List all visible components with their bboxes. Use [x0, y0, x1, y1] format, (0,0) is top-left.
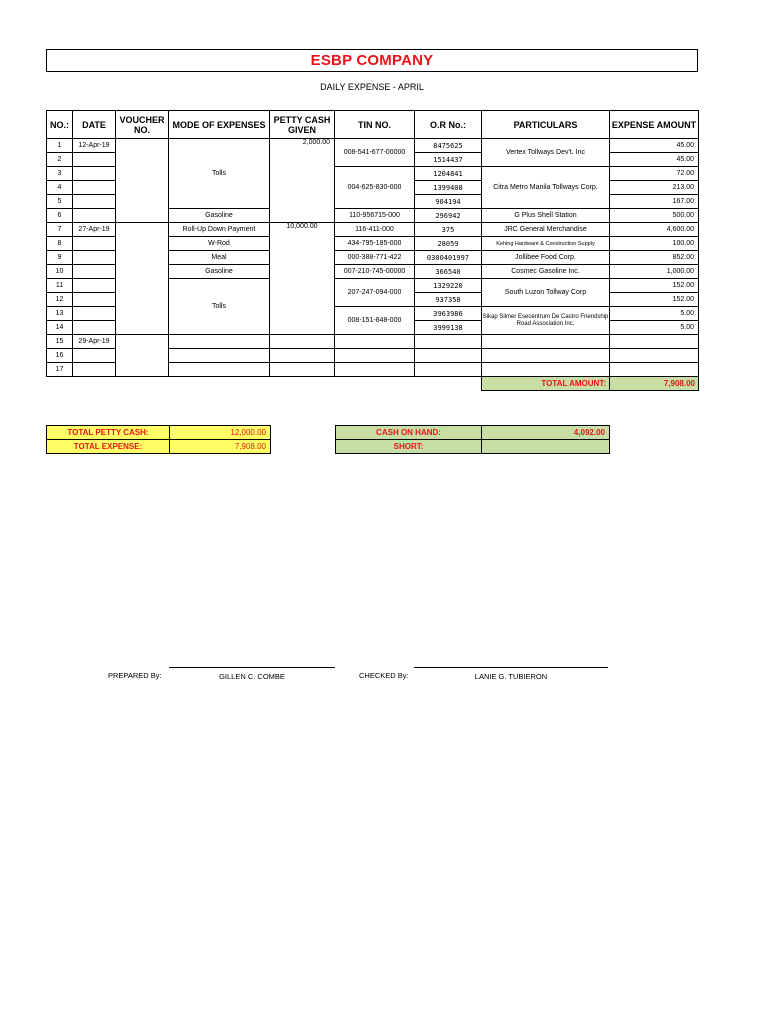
- row-no: 7: [47, 223, 73, 237]
- tin-cell: 116-411-000: [335, 223, 415, 237]
- total-row: [47, 377, 699, 391]
- petty-cell: 10,000.00: [270, 223, 335, 335]
- checked-by-label: CHECKED By:: [359, 671, 409, 680]
- or-cell: 3963986: [415, 307, 482, 321]
- title-box: [46, 49, 698, 72]
- or-cell: 8475625: [415, 139, 482, 153]
- petty-cell: [270, 349, 335, 363]
- total-amount-value: 7,908.00: [610, 377, 699, 391]
- row-no: 2: [47, 153, 73, 167]
- row-no: 4: [47, 181, 73, 195]
- mode-cell: Gasoline: [169, 265, 270, 279]
- particulars-cell: [482, 363, 610, 377]
- amount-cell: 167.00: [610, 195, 699, 209]
- tin-cell: 434-795-185-000: [335, 237, 415, 251]
- total-expense-value: 7,908.00: [170, 440, 271, 454]
- mode-cell: Tolls: [169, 139, 270, 209]
- cash-summary: [335, 425, 610, 454]
- row-date: [73, 363, 116, 377]
- row-no: 13: [47, 307, 73, 321]
- or-cell: 0300401997: [415, 251, 482, 265]
- row-no: 14: [47, 321, 73, 335]
- mode-cell: W-Rod: [169, 237, 270, 251]
- particulars-cell: Vertex Tollways Dev't. Inc: [482, 139, 610, 167]
- col-or: O.R No.:: [415, 111, 482, 139]
- or-cell: 3999138: [415, 321, 482, 335]
- tin-cell: 207-247-094-000: [335, 279, 415, 307]
- report-subtitle: DAILY EXPENSE - APRIL: [320, 82, 424, 92]
- row-date: [73, 209, 116, 223]
- tin-cell: 004-625-830-000: [335, 167, 415, 209]
- or-cell: 1514437: [415, 153, 482, 167]
- tin-cell: 007-210-745-00000: [335, 265, 415, 279]
- mode-cell: Tolls: [169, 279, 270, 335]
- col-date: DATE: [73, 111, 116, 139]
- row-no: 6: [47, 209, 73, 223]
- tin-cell: [335, 335, 415, 349]
- amount-cell: 100.00: [610, 237, 699, 251]
- particulars-cell: [482, 349, 610, 363]
- particulars-cell: [482, 335, 610, 349]
- or-cell: [415, 349, 482, 363]
- row-no: 16: [47, 349, 73, 363]
- amount-cell: 500.00: [610, 209, 699, 223]
- row-date: [73, 167, 116, 181]
- petty-cell: [270, 335, 335, 349]
- tin-cell: [335, 349, 415, 363]
- or-cell: 296942: [415, 209, 482, 223]
- voucher-cell: [116, 335, 169, 377]
- amount-cell: 5.00: [610, 307, 699, 321]
- or-cell: 366540: [415, 265, 482, 279]
- row-date: [73, 321, 116, 335]
- row-date: [73, 279, 116, 293]
- col-voucher: VOUCHER NO.: [116, 111, 169, 139]
- row-date: [73, 293, 116, 307]
- amount-cell: [610, 363, 699, 377]
- amount-cell: [610, 349, 699, 363]
- total-expense-label: TOTAL EXPENSE:: [47, 440, 170, 454]
- row-date: 29-Apr-19: [73, 335, 116, 349]
- row-no: 1: [47, 139, 73, 153]
- particulars-cell: Cosmec Gasoline Inc.: [482, 265, 610, 279]
- particulars-cell: JRC General Merchandise: [482, 223, 610, 237]
- row-date: [73, 181, 116, 195]
- row-no: 11: [47, 279, 73, 293]
- amount-cell: 4,600.00: [610, 223, 699, 237]
- prepared-by-line: [169, 667, 335, 668]
- col-no: NO.:: [47, 111, 73, 139]
- amount-cell: 5.00: [610, 321, 699, 335]
- particulars-cell: Sikap Silmer Esecentrum De Castro Friendship Road Association Inc.: [482, 307, 610, 335]
- cash-on-hand-label: CASH ON HAND:: [336, 426, 482, 440]
- cash-on-hand-value: 4,092.00: [482, 426, 610, 440]
- tin-cell: 110-956715-000: [335, 209, 415, 223]
- expense-table: [46, 110, 699, 391]
- row-no: 8: [47, 237, 73, 251]
- amount-cell: 213.00: [610, 181, 699, 195]
- short-label: SHORT:: [336, 440, 482, 454]
- row-no: 3: [47, 167, 73, 181]
- voucher-cell: [116, 223, 169, 335]
- amount-cell: 152.00: [610, 293, 699, 307]
- amount-cell: 72.00: [610, 167, 699, 181]
- or-cell: 1399408: [415, 181, 482, 195]
- row-no: 9: [47, 251, 73, 265]
- amount-cell: 1,000.00: [610, 265, 699, 279]
- table-row: [47, 223, 699, 237]
- mode-cell: Gasoline: [169, 209, 270, 223]
- row-no: 17: [47, 363, 73, 377]
- particulars-cell: Citra Metro Manila Tollways Corp.: [482, 167, 610, 209]
- col-particulars: PARTICULARS: [482, 111, 610, 139]
- mode-cell: [169, 363, 270, 377]
- or-cell: [415, 363, 482, 377]
- or-cell: 1329220: [415, 279, 482, 293]
- or-cell: 375: [415, 223, 482, 237]
- row-no: 15: [47, 335, 73, 349]
- amount-cell: 45.00: [610, 139, 699, 153]
- row-date: [73, 237, 116, 251]
- table-header-row: [47, 111, 699, 139]
- col-petty: PETTY CASH GIVEN: [270, 111, 335, 139]
- total-petty-cash-value: 12,000.00: [170, 426, 271, 440]
- particulars-cell: Kehing Hardware & Construction Supply: [482, 237, 610, 251]
- amount-cell: [610, 335, 699, 349]
- particulars-cell: South Luzon Tollway Corp: [482, 279, 610, 307]
- petty-cell: [270, 363, 335, 377]
- checked-by-line: [414, 667, 608, 668]
- tin-cell: 000-388-771-422: [335, 251, 415, 265]
- petty-cell: 2,000.00: [270, 139, 335, 223]
- mode-cell: [169, 335, 270, 349]
- company-title: ESBP COMPANY: [310, 52, 434, 69]
- row-no: 12: [47, 293, 73, 307]
- tin-cell: [335, 363, 415, 377]
- table-row: [47, 335, 699, 349]
- or-cell: [415, 335, 482, 349]
- row-date: [73, 307, 116, 321]
- tin-cell: 008-151-848-000: [335, 307, 415, 335]
- row-no: 5: [47, 195, 73, 209]
- checked-by-name: LANIE G. TUBIERON: [474, 672, 548, 681]
- mode-cell: Roll-Up Down Payment: [169, 223, 270, 237]
- total-petty-cash-label: TOTAL PETTY CASH:: [47, 426, 170, 440]
- tin-cell: 008-541-677-00000: [335, 139, 415, 167]
- row-no: 10: [47, 265, 73, 279]
- row-date: [73, 349, 116, 363]
- row-date: [73, 195, 116, 209]
- voucher-cell: [116, 139, 169, 223]
- mode-cell: [169, 349, 270, 363]
- prepared-by-name: GILLEN C. COMBE: [219, 672, 285, 681]
- particulars-cell: Jollibee Food Corp.: [482, 251, 610, 265]
- petty-cash-summary: [46, 425, 271, 454]
- row-date: [73, 265, 116, 279]
- or-cell: 937358: [415, 293, 482, 307]
- amount-cell: 852.00: [610, 251, 699, 265]
- or-cell: 904194: [415, 195, 482, 209]
- total-amount-label: TOTAL AMOUNT:: [482, 377, 610, 391]
- amount-cell: 152.00: [610, 279, 699, 293]
- col-mode: MODE OF EXPENSES: [169, 111, 270, 139]
- or-cell: 1204841: [415, 167, 482, 181]
- col-amount: EXPENSE AMOUNT: [610, 111, 699, 139]
- mode-cell: Meal: [169, 251, 270, 265]
- prepared-by-label: PREPARED By:: [108, 671, 162, 680]
- particulars-cell: G Plus Shell Station: [482, 209, 610, 223]
- row-date: 27-Apr-19: [73, 223, 116, 237]
- or-cell: 28059: [415, 237, 482, 251]
- short-value: [482, 440, 610, 454]
- row-date: [73, 153, 116, 167]
- table-row: [47, 139, 699, 153]
- amount-cell: 45.00: [610, 153, 699, 167]
- row-date: [73, 251, 116, 265]
- col-tin: TIN NO.: [335, 111, 415, 139]
- row-date: 12-Apr-19: [73, 139, 116, 153]
